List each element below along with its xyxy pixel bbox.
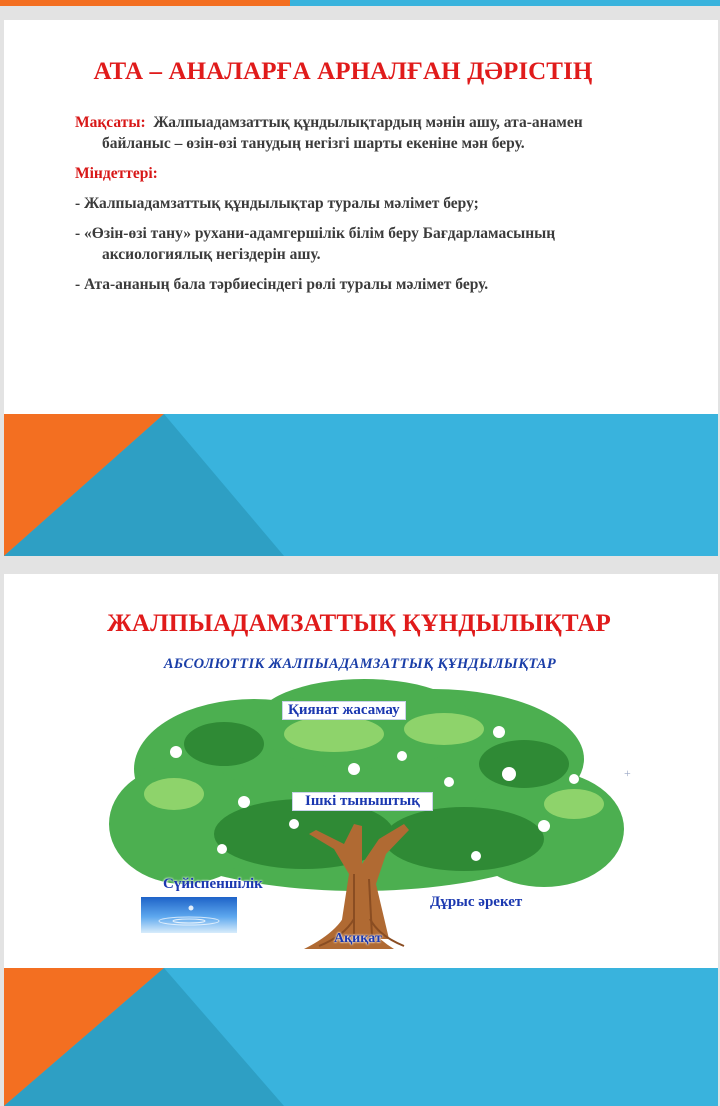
goal-paragraph: [75, 112, 647, 154]
slide-2-title: ЖАЛПЫАДАМЗАТТЫҚ ҚҰНДЫЛЫҚТАР: [107, 610, 611, 637]
slide-1-bottom-band: [4, 414, 718, 556]
value-label-love: Сүйіспеншілік: [163, 876, 263, 892]
task-item: - Ата-ананың бала тәрбиесіндегі рөлі туралы мәлімет беру.: [75, 276, 489, 293]
slide-1-title: АТА – АНАЛАРҒА АРНАЛҒАН ДӘРІСТІҢ: [93, 58, 593, 85]
tasks-heading: [75, 163, 647, 184]
tasks-label: Міндеттері:: [75, 165, 158, 182]
slide-1[interactable]: [4, 20, 718, 556]
slide-2-subtitle: АБСОЛЮТТІК ЖАЛПЫАДАМЗАТТЫҚ ҚҰНДЫЛЫҚТАР: [163, 656, 557, 672]
goal-label: Мақсаты:: [75, 114, 146, 131]
value-label-truth: Ақиқат: [334, 931, 382, 946]
sparkle-icon: +: [624, 766, 631, 780]
slide-2-bottom-band: [4, 968, 718, 1106]
value-label-no-harm: Қиянат жасамау: [282, 701, 406, 720]
top-accent-strip-orange: [0, 0, 290, 6]
value-label-inner-peace: Ішкі тыныштық: [292, 792, 433, 811]
task-item: - «Өзін-өзі тану» рухани-адамгершілік білім беру Бағдарламасының аксиологиялық негіздерін ашу.: [75, 225, 556, 263]
goal-text: Жалпыадамзаттық құндылықтардың мәнін ашу, ата-анамен байланыс – өзін-өзі танудың негізгі шарты екеніне мән беру.: [102, 114, 583, 152]
task-item: - Жалпыадамзаттық құндылықтар туралы мәлімет беру;: [75, 195, 479, 212]
water-drop-image: [141, 897, 237, 933]
slide-2[interactable]: [4, 574, 718, 1106]
value-label-right-action: Дұрыс әрекет: [430, 894, 523, 910]
slide-1-body: [75, 112, 647, 304]
